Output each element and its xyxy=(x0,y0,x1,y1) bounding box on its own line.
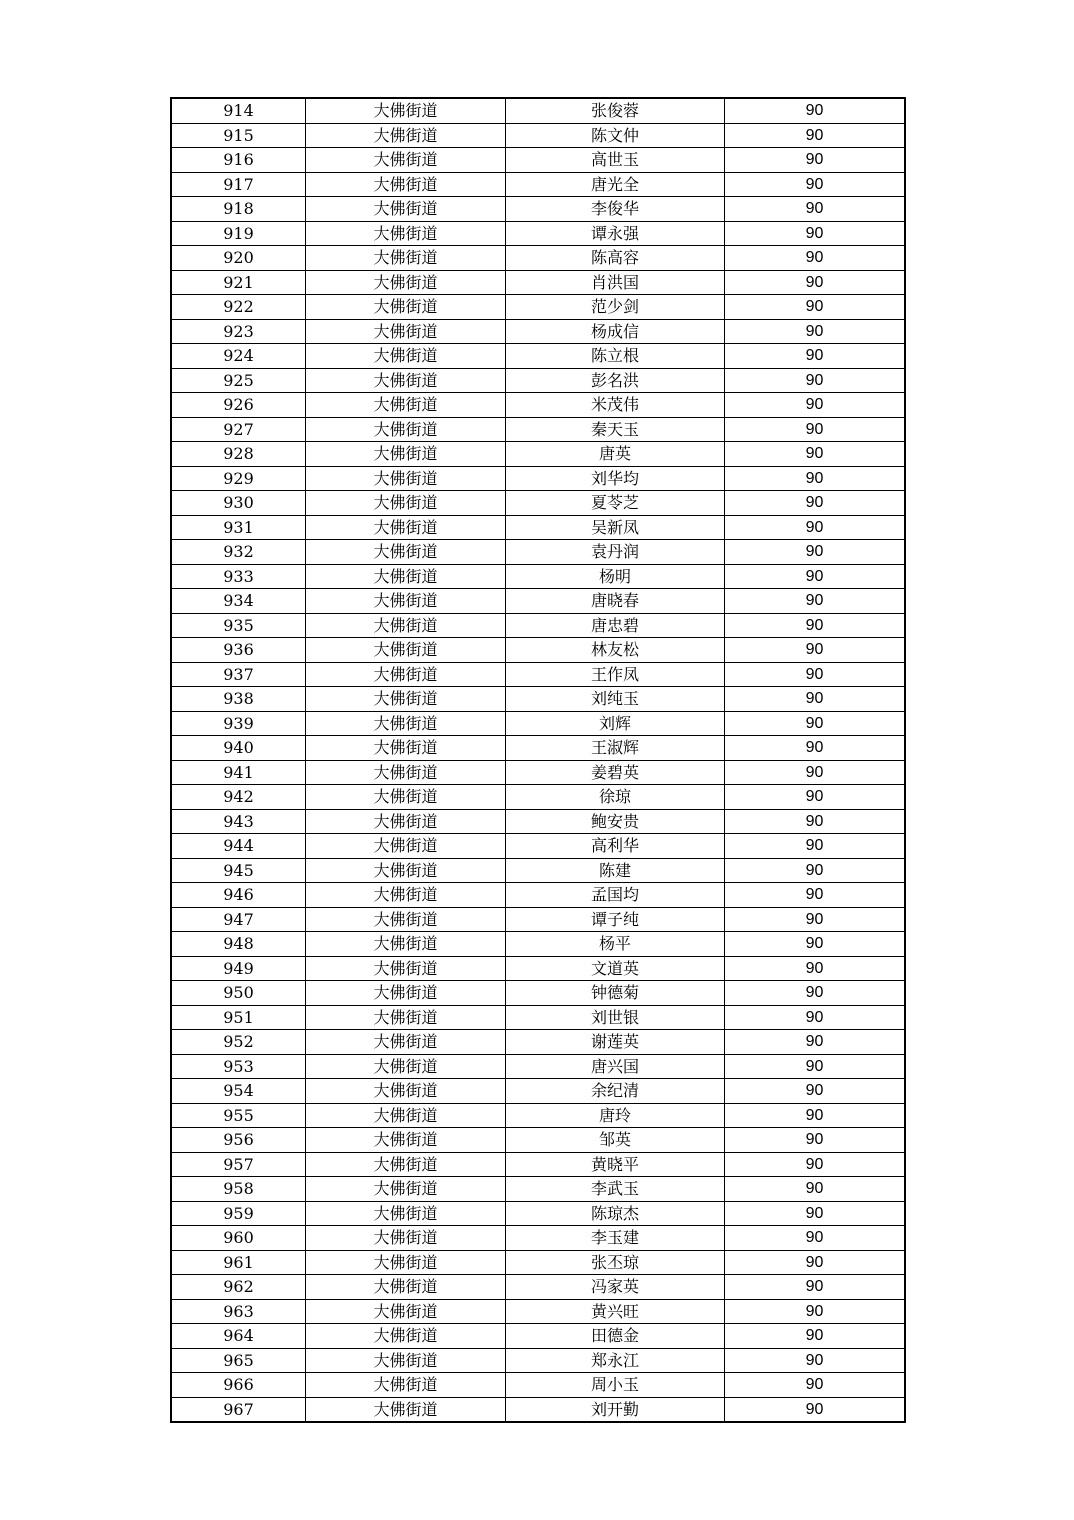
table-row xyxy=(171,270,905,295)
row-number-cell: 960 xyxy=(171,1226,306,1251)
row-number-cell: 949 xyxy=(171,956,306,981)
row-number-cell: 962 xyxy=(171,1275,306,1300)
person-name-cell: 冯家英 xyxy=(506,1275,725,1300)
score-cell: 90 xyxy=(725,1054,906,1079)
person-name-cell: 郑永江 xyxy=(506,1348,725,1373)
row-number-cell: 927 xyxy=(171,417,306,442)
row-number-cell: 946 xyxy=(171,883,306,908)
street-cell: 大佛街道 xyxy=(306,417,506,442)
score-cell: 90 xyxy=(725,1079,906,1104)
person-name-cell: 李玉建 xyxy=(506,1226,725,1251)
score-cell: 90 xyxy=(725,442,906,467)
score-cell: 90 xyxy=(725,417,906,442)
table-row xyxy=(171,368,905,393)
street-cell: 大佛街道 xyxy=(306,368,506,393)
table-row xyxy=(171,344,905,369)
person-name-cell: 鲍安贵 xyxy=(506,809,725,834)
person-name-cell: 高世玉 xyxy=(506,148,725,173)
table-row xyxy=(171,907,905,932)
score-cell: 90 xyxy=(725,246,906,271)
row-number-cell: 956 xyxy=(171,1128,306,1153)
person-name-cell: 刘开勤 xyxy=(506,1397,725,1422)
street-cell: 大佛街道 xyxy=(306,1079,506,1104)
person-name-cell: 谭永强 xyxy=(506,221,725,246)
table-row xyxy=(171,1054,905,1079)
person-name-cell: 林友松 xyxy=(506,638,725,663)
table-row xyxy=(171,319,905,344)
score-cell: 90 xyxy=(725,687,906,712)
table-row xyxy=(171,883,905,908)
roster-table-body xyxy=(171,98,905,1422)
person-name-cell: 刘华均 xyxy=(506,466,725,491)
row-number-cell: 923 xyxy=(171,319,306,344)
score-cell: 90 xyxy=(725,834,906,859)
row-number-cell: 942 xyxy=(171,785,306,810)
score-cell: 90 xyxy=(725,540,906,565)
table-row xyxy=(171,809,905,834)
person-name-cell: 杨明 xyxy=(506,564,725,589)
row-number-cell: 922 xyxy=(171,295,306,320)
person-name-cell: 钟德菊 xyxy=(506,981,725,1006)
street-cell: 大佛街道 xyxy=(306,1005,506,1030)
table-row xyxy=(171,1005,905,1030)
row-number-cell: 967 xyxy=(171,1397,306,1422)
person-name-cell: 陈琼杰 xyxy=(506,1201,725,1226)
row-number-cell: 944 xyxy=(171,834,306,859)
street-cell: 大佛街道 xyxy=(306,711,506,736)
table-row xyxy=(171,662,905,687)
person-name-cell: 黄兴旺 xyxy=(506,1299,725,1324)
street-cell: 大佛街道 xyxy=(306,1201,506,1226)
row-number-cell: 964 xyxy=(171,1324,306,1349)
score-cell: 90 xyxy=(725,809,906,834)
street-cell: 大佛街道 xyxy=(306,687,506,712)
street-cell: 大佛街道 xyxy=(306,1152,506,1177)
row-number-cell: 936 xyxy=(171,638,306,663)
table-row xyxy=(171,442,905,467)
score-cell: 90 xyxy=(725,1275,906,1300)
person-name-cell: 夏苓芝 xyxy=(506,491,725,516)
score-cell: 90 xyxy=(725,1152,906,1177)
row-number-cell: 940 xyxy=(171,736,306,761)
row-number-cell: 919 xyxy=(171,221,306,246)
person-name-cell: 唐晓春 xyxy=(506,589,725,614)
street-cell: 大佛街道 xyxy=(306,123,506,148)
table-row xyxy=(171,687,905,712)
score-cell: 90 xyxy=(725,1397,906,1422)
table-row xyxy=(171,295,905,320)
roster-table xyxy=(170,97,906,1423)
street-cell: 大佛街道 xyxy=(306,491,506,516)
row-number-cell: 926 xyxy=(171,393,306,418)
person-name-cell: 肖洪国 xyxy=(506,270,725,295)
street-cell: 大佛街道 xyxy=(306,907,506,932)
row-number-cell: 931 xyxy=(171,515,306,540)
street-cell: 大佛街道 xyxy=(306,466,506,491)
person-name-cell: 杨平 xyxy=(506,932,725,957)
table-row xyxy=(171,785,905,810)
street-cell: 大佛街道 xyxy=(306,834,506,859)
person-name-cell: 谭子纯 xyxy=(506,907,725,932)
person-name-cell: 杨成信 xyxy=(506,319,725,344)
score-cell: 90 xyxy=(725,858,906,883)
person-name-cell: 刘辉 xyxy=(506,711,725,736)
table-row xyxy=(171,246,905,271)
row-number-cell: 916 xyxy=(171,148,306,173)
street-cell: 大佛街道 xyxy=(306,564,506,589)
score-cell: 90 xyxy=(725,172,906,197)
street-cell: 大佛街道 xyxy=(306,1128,506,1153)
street-cell: 大佛街道 xyxy=(306,1177,506,1202)
row-number-cell: 963 xyxy=(171,1299,306,1324)
street-cell: 大佛街道 xyxy=(306,1250,506,1275)
street-cell: 大佛街道 xyxy=(306,1226,506,1251)
table-row xyxy=(171,858,905,883)
table-row xyxy=(171,1299,905,1324)
person-name-cell: 田德金 xyxy=(506,1324,725,1349)
score-cell: 90 xyxy=(725,148,906,173)
table-row xyxy=(171,1079,905,1104)
score-cell: 90 xyxy=(725,638,906,663)
person-name-cell: 陈文仲 xyxy=(506,123,725,148)
street-cell: 大佛街道 xyxy=(306,1103,506,1128)
person-name-cell: 姜碧英 xyxy=(506,760,725,785)
person-name-cell: 唐玲 xyxy=(506,1103,725,1128)
score-cell: 90 xyxy=(725,515,906,540)
row-number-cell: 941 xyxy=(171,760,306,785)
street-cell: 大佛街道 xyxy=(306,638,506,663)
street-cell: 大佛街道 xyxy=(306,736,506,761)
score-cell: 90 xyxy=(725,1030,906,1055)
row-number-cell: 934 xyxy=(171,589,306,614)
row-number-cell: 929 xyxy=(171,466,306,491)
person-name-cell: 彭名洪 xyxy=(506,368,725,393)
table-row xyxy=(171,932,905,957)
score-cell: 90 xyxy=(725,368,906,393)
table-row xyxy=(171,1324,905,1349)
score-cell: 90 xyxy=(725,319,906,344)
row-number-cell: 945 xyxy=(171,858,306,883)
row-number-cell: 950 xyxy=(171,981,306,1006)
table-row xyxy=(171,1177,905,1202)
street-cell: 大佛街道 xyxy=(306,344,506,369)
person-name-cell: 孟国均 xyxy=(506,883,725,908)
person-name-cell: 王淑辉 xyxy=(506,736,725,761)
score-cell: 90 xyxy=(725,736,906,761)
table-row xyxy=(171,98,905,123)
score-cell: 90 xyxy=(725,785,906,810)
table-row xyxy=(171,172,905,197)
score-cell: 90 xyxy=(725,1348,906,1373)
row-number-cell: 938 xyxy=(171,687,306,712)
street-cell: 大佛街道 xyxy=(306,197,506,222)
table-row xyxy=(171,638,905,663)
person-name-cell: 袁丹润 xyxy=(506,540,725,565)
score-cell: 90 xyxy=(725,295,906,320)
row-number-cell: 952 xyxy=(171,1030,306,1055)
table-row xyxy=(171,1373,905,1398)
person-name-cell: 文道英 xyxy=(506,956,725,981)
score-cell: 90 xyxy=(725,1299,906,1324)
row-number-cell: 932 xyxy=(171,540,306,565)
score-cell: 90 xyxy=(725,270,906,295)
person-name-cell: 黄晓平 xyxy=(506,1152,725,1177)
score-cell: 90 xyxy=(725,123,906,148)
table-row xyxy=(171,589,905,614)
table-row xyxy=(171,1250,905,1275)
street-cell: 大佛街道 xyxy=(306,662,506,687)
row-number-cell: 917 xyxy=(171,172,306,197)
row-number-cell: 935 xyxy=(171,613,306,638)
score-cell: 90 xyxy=(725,393,906,418)
street-cell: 大佛街道 xyxy=(306,540,506,565)
street-cell: 大佛街道 xyxy=(306,932,506,957)
street-cell: 大佛街道 xyxy=(306,981,506,1006)
person-name-cell: 唐光全 xyxy=(506,172,725,197)
row-number-cell: 951 xyxy=(171,1005,306,1030)
person-name-cell: 刘世银 xyxy=(506,1005,725,1030)
score-cell: 90 xyxy=(725,98,906,123)
score-cell: 90 xyxy=(725,613,906,638)
row-number-cell: 958 xyxy=(171,1177,306,1202)
table-row xyxy=(171,1397,905,1422)
score-cell: 90 xyxy=(725,932,906,957)
row-number-cell: 924 xyxy=(171,344,306,369)
row-number-cell: 965 xyxy=(171,1348,306,1373)
table-row xyxy=(171,956,905,981)
table-row xyxy=(171,491,905,516)
row-number-cell: 933 xyxy=(171,564,306,589)
person-name-cell: 谢莲英 xyxy=(506,1030,725,1055)
table-row xyxy=(171,417,905,442)
table-row xyxy=(171,736,905,761)
street-cell: 大佛街道 xyxy=(306,858,506,883)
table-row xyxy=(171,466,905,491)
person-name-cell: 范少剑 xyxy=(506,295,725,320)
score-cell: 90 xyxy=(725,760,906,785)
street-cell: 大佛街道 xyxy=(306,442,506,467)
table-row xyxy=(171,613,905,638)
street-cell: 大佛街道 xyxy=(306,809,506,834)
street-cell: 大佛街道 xyxy=(306,785,506,810)
street-cell: 大佛街道 xyxy=(306,1373,506,1398)
table-row xyxy=(171,1128,905,1153)
score-cell: 90 xyxy=(725,197,906,222)
person-name-cell: 陈建 xyxy=(506,858,725,883)
score-cell: 90 xyxy=(725,1103,906,1128)
table-row xyxy=(171,148,905,173)
person-name-cell: 高利华 xyxy=(506,834,725,859)
person-name-cell: 张俊蓉 xyxy=(506,98,725,123)
row-number-cell: 914 xyxy=(171,98,306,123)
person-name-cell: 唐英 xyxy=(506,442,725,467)
score-cell: 90 xyxy=(725,1373,906,1398)
score-cell: 90 xyxy=(725,221,906,246)
person-name-cell: 余纪清 xyxy=(506,1079,725,1104)
score-cell: 90 xyxy=(725,1128,906,1153)
street-cell: 大佛街道 xyxy=(306,1348,506,1373)
street-cell: 大佛街道 xyxy=(306,246,506,271)
street-cell: 大佛街道 xyxy=(306,760,506,785)
table-row xyxy=(171,515,905,540)
table-row xyxy=(171,197,905,222)
street-cell: 大佛街道 xyxy=(306,515,506,540)
person-name-cell: 陈高容 xyxy=(506,246,725,271)
table-row xyxy=(171,123,905,148)
score-cell: 90 xyxy=(725,1005,906,1030)
person-name-cell: 陈立根 xyxy=(506,344,725,369)
table-row xyxy=(171,540,905,565)
person-name-cell: 刘纯玉 xyxy=(506,687,725,712)
person-name-cell: 唐忠碧 xyxy=(506,613,725,638)
table-row xyxy=(171,1275,905,1300)
score-cell: 90 xyxy=(725,907,906,932)
street-cell: 大佛街道 xyxy=(306,98,506,123)
street-cell: 大佛街道 xyxy=(306,393,506,418)
table-row xyxy=(171,1201,905,1226)
street-cell: 大佛街道 xyxy=(306,319,506,344)
score-cell: 90 xyxy=(725,564,906,589)
row-number-cell: 918 xyxy=(171,197,306,222)
street-cell: 大佛街道 xyxy=(306,148,506,173)
row-number-cell: 955 xyxy=(171,1103,306,1128)
table-row xyxy=(171,1348,905,1373)
street-cell: 大佛街道 xyxy=(306,295,506,320)
street-cell: 大佛街道 xyxy=(306,613,506,638)
score-cell: 90 xyxy=(725,1324,906,1349)
table-row xyxy=(171,1103,905,1128)
score-cell: 90 xyxy=(725,466,906,491)
street-cell: 大佛街道 xyxy=(306,221,506,246)
table-row xyxy=(171,711,905,736)
score-cell: 90 xyxy=(725,589,906,614)
row-number-cell: 947 xyxy=(171,907,306,932)
row-number-cell: 928 xyxy=(171,442,306,467)
score-cell: 90 xyxy=(725,711,906,736)
person-name-cell: 唐兴国 xyxy=(506,1054,725,1079)
street-cell: 大佛街道 xyxy=(306,1054,506,1079)
person-name-cell: 周小玉 xyxy=(506,1373,725,1398)
score-cell: 90 xyxy=(725,344,906,369)
row-number-cell: 954 xyxy=(171,1079,306,1104)
person-name-cell: 吴新凤 xyxy=(506,515,725,540)
person-name-cell: 王作凤 xyxy=(506,662,725,687)
score-cell: 90 xyxy=(725,956,906,981)
row-number-cell: 915 xyxy=(171,123,306,148)
score-cell: 90 xyxy=(725,981,906,1006)
table-row xyxy=(171,834,905,859)
table-row xyxy=(171,1030,905,1055)
person-name-cell: 李俊华 xyxy=(506,197,725,222)
street-cell: 大佛街道 xyxy=(306,270,506,295)
person-name-cell: 徐琼 xyxy=(506,785,725,810)
score-cell: 90 xyxy=(725,1177,906,1202)
person-name-cell: 邹英 xyxy=(506,1128,725,1153)
row-number-cell: 937 xyxy=(171,662,306,687)
score-cell: 90 xyxy=(725,1250,906,1275)
person-name-cell: 李武玉 xyxy=(506,1177,725,1202)
street-cell: 大佛街道 xyxy=(306,883,506,908)
row-number-cell: 959 xyxy=(171,1201,306,1226)
person-name-cell: 秦天玉 xyxy=(506,417,725,442)
table-row xyxy=(171,1226,905,1251)
table-row xyxy=(171,221,905,246)
score-cell: 90 xyxy=(725,883,906,908)
street-cell: 大佛街道 xyxy=(306,1030,506,1055)
row-number-cell: 957 xyxy=(171,1152,306,1177)
row-number-cell: 930 xyxy=(171,491,306,516)
row-number-cell: 925 xyxy=(171,368,306,393)
row-number-cell: 921 xyxy=(171,270,306,295)
street-cell: 大佛街道 xyxy=(306,589,506,614)
row-number-cell: 920 xyxy=(171,246,306,271)
person-name-cell: 张丕琼 xyxy=(506,1250,725,1275)
score-cell: 90 xyxy=(725,1201,906,1226)
row-number-cell: 961 xyxy=(171,1250,306,1275)
street-cell: 大佛街道 xyxy=(306,956,506,981)
row-number-cell: 953 xyxy=(171,1054,306,1079)
table-row xyxy=(171,760,905,785)
score-cell: 90 xyxy=(725,662,906,687)
score-cell: 90 xyxy=(725,491,906,516)
person-name-cell: 米茂伟 xyxy=(506,393,725,418)
street-cell: 大佛街道 xyxy=(306,1324,506,1349)
street-cell: 大佛街道 xyxy=(306,1275,506,1300)
table-row xyxy=(171,981,905,1006)
table-row xyxy=(171,1152,905,1177)
table-row xyxy=(171,393,905,418)
row-number-cell: 966 xyxy=(171,1373,306,1398)
row-number-cell: 948 xyxy=(171,932,306,957)
street-cell: 大佛街道 xyxy=(306,1299,506,1324)
score-cell: 90 xyxy=(725,1226,906,1251)
table-row xyxy=(171,564,905,589)
street-cell: 大佛街道 xyxy=(306,1397,506,1422)
street-cell: 大佛街道 xyxy=(306,172,506,197)
row-number-cell: 943 xyxy=(171,809,306,834)
row-number-cell: 939 xyxy=(171,711,306,736)
